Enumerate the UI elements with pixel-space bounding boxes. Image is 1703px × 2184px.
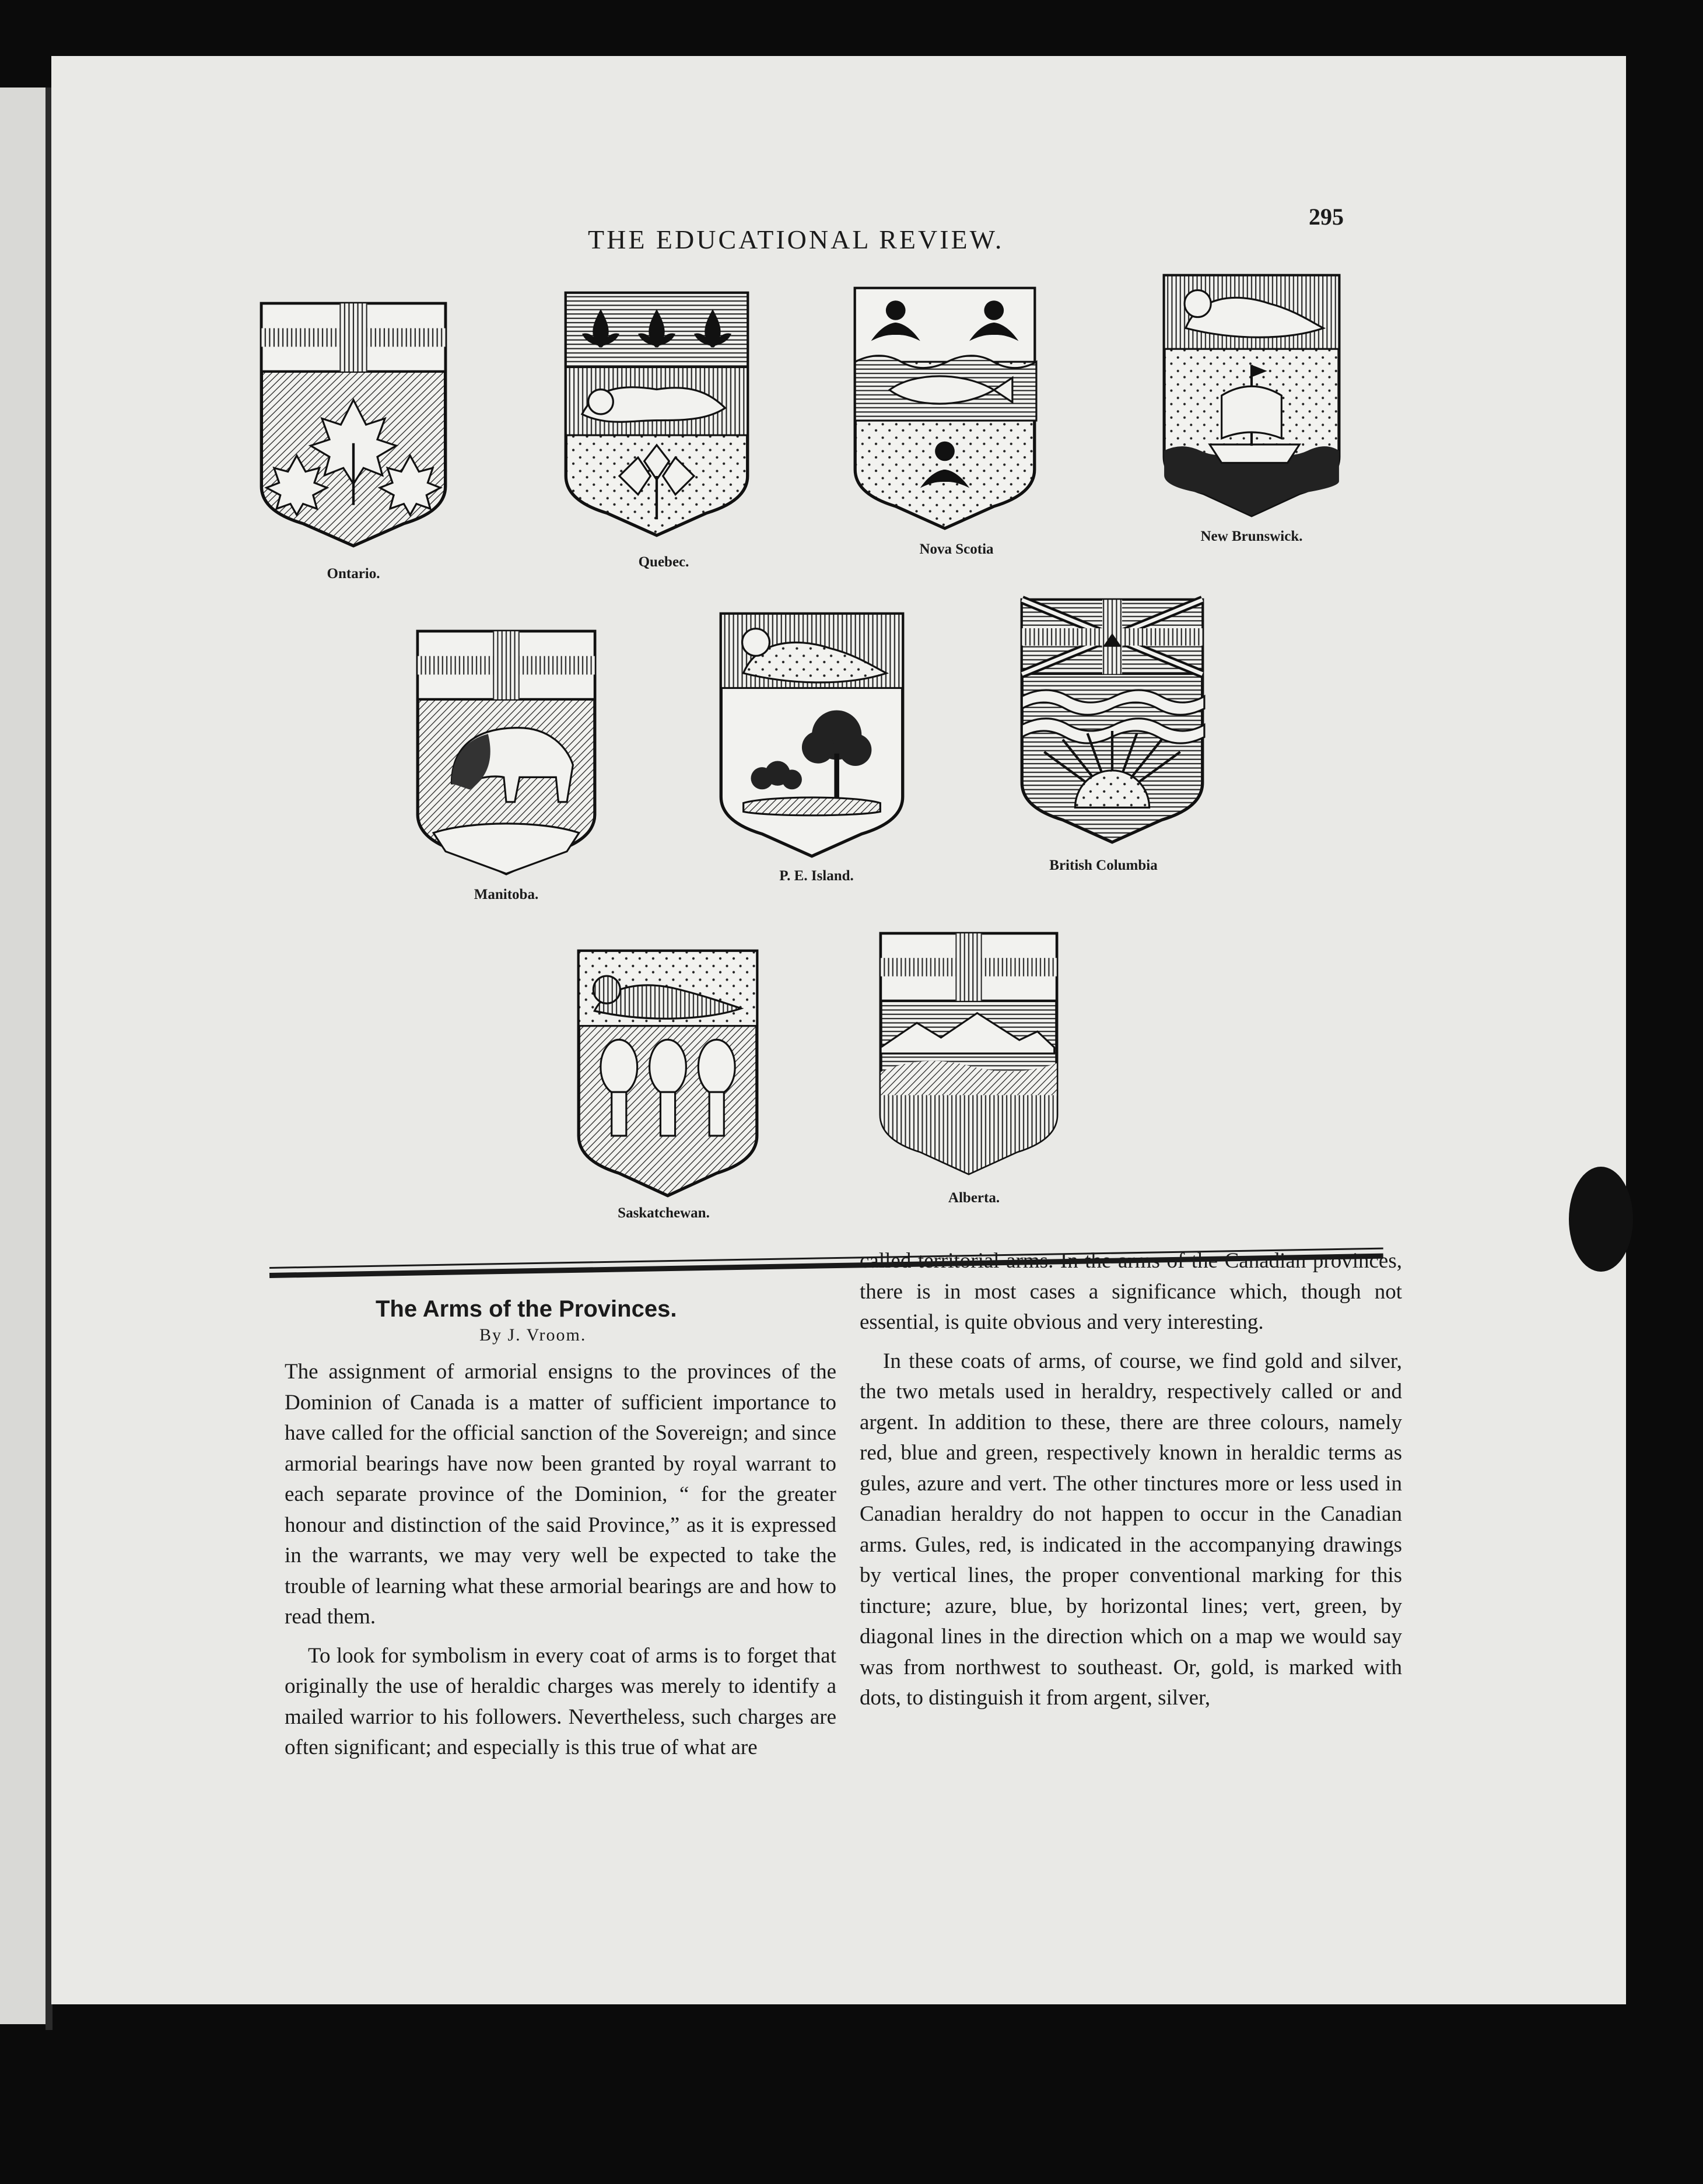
paragraph: The assignment of armorial ensigns to the provinces of the Dominion of Canada is a matter of sufficient importance to have called for the official sanction of the Sovereign; and since armorial bearings have now been granted by royal warrant to each separate province of the Dominion, “ for the greater honour and distinction of the said Province,” as it is expressed in the warrants, we may very well be expected to take the trouble of learning what these armorial bearings are and how to read them. bbox=[285, 1360, 836, 1629]
paragraph: To look for symbolism in every coat of arms is to forget that originally the use of heraldic charges was merely to identify a mailed warrior to his followers. Nevertheless, such charges are often significant; and especially is this true of what are bbox=[285, 1643, 836, 1759]
caption-quebec: Quebec. bbox=[638, 554, 689, 570]
manitoba-arms bbox=[415, 629, 597, 876]
facing-page-edge bbox=[0, 88, 47, 2024]
page-number: 295 bbox=[1309, 204, 1344, 230]
caption-nova-scotia: Nova Scotia bbox=[919, 541, 994, 557]
british-columbia-arms bbox=[1019, 597, 1205, 845]
caption-ontario: Ontario. bbox=[327, 566, 380, 582]
paragraph: called territorial arms. In the arms of the Canadian provinces, there is in most cases a significance which, though not essential, is quite obvious and very interesting. bbox=[860, 1249, 1402, 1334]
nova-scotia-arms bbox=[853, 286, 1037, 531]
article-byline: By J. Vroom. bbox=[479, 1325, 587, 1345]
quebec-arms bbox=[563, 290, 750, 538]
caption-alberta: Alberta. bbox=[948, 1190, 1000, 1206]
caption-pei: P. E. Island. bbox=[779, 868, 854, 884]
caption-saskatchewan: Saskatchewan. bbox=[618, 1205, 710, 1221]
binder-clip bbox=[1569, 1167, 1633, 1272]
paragraph: In these coats of arms, of course, we find gold and silver, the two metals used in heraldry, respectively called or and argent. In addition to these, there are three colours, namely red, blue and green, respectively known in heraldic terms as gules, azure and vert. The other tinctures more or less used in Canadian heraldry do not happen to occur in the Canadian arms. Gules, red, is indicated in the accompanying drawings by vertical lines, the proper conventional marking for this tincture; azure, blue, by horizontal lines; vert, green, by diagonal lines in the direction which on a map we would say was from northwest to southeast. Or, gold, is marked with dots, to distinguish it from argent, silver, bbox=[860, 1349, 1402, 1710]
caption-manitoba: Manitoba. bbox=[474, 887, 539, 902]
new-brunswick-arms bbox=[1162, 273, 1341, 518]
alberta-arms bbox=[878, 931, 1059, 1176]
article-column-left bbox=[285, 1357, 836, 1772]
ontario-arms bbox=[259, 301, 448, 548]
saskatchewan-arms bbox=[576, 949, 759, 1198]
running-head: THE EDUCATIONAL REVIEW. bbox=[588, 225, 1004, 254]
caption-new-brunswick: New Brunswick. bbox=[1200, 528, 1303, 544]
article-title: The Arms of the Provinces. bbox=[376, 1296, 677, 1322]
article-column-right bbox=[860, 1246, 1402, 1722]
pei-arms bbox=[719, 611, 905, 859]
caption-british-columbia: British Columbia bbox=[1049, 858, 1158, 873]
